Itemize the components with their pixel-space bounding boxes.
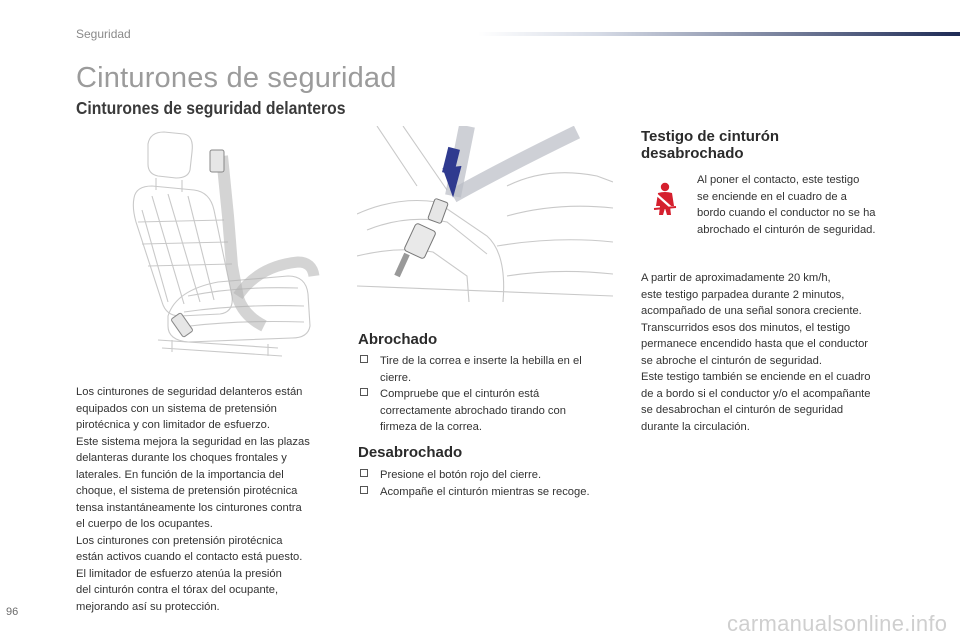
note-line: abrochado el cinturón de seguridad. bbox=[697, 223, 876, 236]
list-item bbox=[358, 386, 618, 436]
section-label: Seguridad bbox=[76, 27, 131, 41]
checkbox-bullet-icon bbox=[360, 467, 368, 475]
testigo-icon-note bbox=[697, 172, 917, 238]
body-line: acompañado de una señal sonora creciente. bbox=[641, 305, 862, 317]
intro-line: tensa instantáneamente los cinturones contra bbox=[76, 501, 302, 514]
abrochado-heading: Abrochado bbox=[358, 331, 438, 348]
list-item bbox=[358, 484, 628, 501]
page-number: 96 bbox=[6, 606, 19, 618]
testigo-heading-line: desabrochado bbox=[641, 145, 744, 162]
list-item-line: firmeza de la correa. bbox=[380, 421, 482, 433]
desabrochado-heading: Desabrochado bbox=[358, 444, 463, 461]
intro-line: mejorando así su protección. bbox=[76, 600, 220, 613]
list-item-line: correctamente abrochado tirando con bbox=[380, 404, 566, 417]
list-item-line: cierre. bbox=[380, 371, 412, 384]
body-line: durante la circulación. bbox=[641, 420, 750, 433]
list-item-line: Presione el botón rojo del cierre. bbox=[380, 469, 542, 481]
note-line: bordo cuando el conductor no se ha bbox=[697, 207, 876, 219]
testigo-heading-line: Testigo de cinturón bbox=[641, 128, 780, 145]
intro-line: Los cinturones de seguridad delanteros están bbox=[76, 386, 303, 398]
body-line: se abroche el cinturón de seguridad. bbox=[641, 354, 822, 367]
list-item-line: Acompañe el cinturón mientras se recoge. bbox=[380, 485, 590, 498]
intro-line: del cinturón contra el tórax del ocupante, bbox=[76, 584, 279, 596]
buckle-illustration bbox=[357, 126, 613, 302]
list-item-line: Tire de la correa e inserte la hebilla en el bbox=[380, 355, 582, 367]
intro-line: Los cinturones con pretensión pirotécnica bbox=[76, 534, 283, 547]
list-item-line: Compruebe que el cinturón está bbox=[380, 388, 540, 400]
front-seat-illustration bbox=[128, 126, 328, 358]
intro-line: pirotécnica y con limitador de esfuerzo. bbox=[76, 419, 271, 431]
testigo-heading bbox=[641, 128, 779, 162]
note-line: se enciende en el cuadro de a bbox=[697, 190, 847, 203]
page-subtitle: Cinturones de seguridad delanteros bbox=[76, 98, 346, 118]
testigo-body bbox=[641, 270, 911, 435]
list-item bbox=[358, 353, 618, 386]
body-line: se desabrochan el cinturón de seguridad bbox=[641, 404, 844, 416]
desabrochado-list bbox=[358, 467, 628, 500]
seatbelt-warning-icon bbox=[650, 182, 680, 216]
intro-line: están activos cuando el contacto está puesto. bbox=[76, 551, 303, 563]
intro-line: El limitador de esfuerzo atenúa la presión bbox=[76, 567, 282, 580]
body-line: A partir de aproximadamente 20 km/h, bbox=[641, 272, 831, 284]
page-title: Cinturones de seguridad bbox=[76, 62, 397, 94]
checkbox-bullet-icon bbox=[360, 484, 368, 492]
body-line: permanece encendido hasta que el conductor bbox=[641, 338, 869, 350]
header-rule bbox=[478, 32, 960, 36]
intro-line: el cuerpo de los ocupantes. bbox=[76, 518, 213, 530]
intro-line: Este sistema mejora la seguridad en las plazas bbox=[76, 435, 310, 448]
note-line: Al poner el contacto, este testigo bbox=[697, 174, 860, 186]
intro-line: choque, el sistema de pretensión pirotécnica bbox=[76, 485, 298, 497]
watermark: carmanualsonline.info bbox=[727, 611, 948, 636]
checkbox-bullet-icon bbox=[360, 386, 368, 394]
body-line: de a bordo si el conductor y/o el acompañante bbox=[641, 387, 871, 400]
body-line: este testigo parpadea durante 2 minutos, bbox=[641, 288, 845, 301]
abrochado-list bbox=[358, 353, 618, 436]
body-line: Transcurridos esos dos minutos, el testigo bbox=[641, 321, 851, 334]
intro-line: laterales. En función de la importancia del bbox=[76, 468, 284, 481]
checkbox-bullet-icon bbox=[360, 353, 368, 361]
intro-line: equipados con un sistema de pretensión bbox=[76, 402, 277, 415]
list-item bbox=[358, 467, 628, 484]
intro-text bbox=[76, 384, 336, 615]
body-line: Este testigo también se enciende en el cuadro bbox=[641, 371, 871, 383]
intro-line: delanteras durante los choques frontales y bbox=[76, 452, 287, 464]
